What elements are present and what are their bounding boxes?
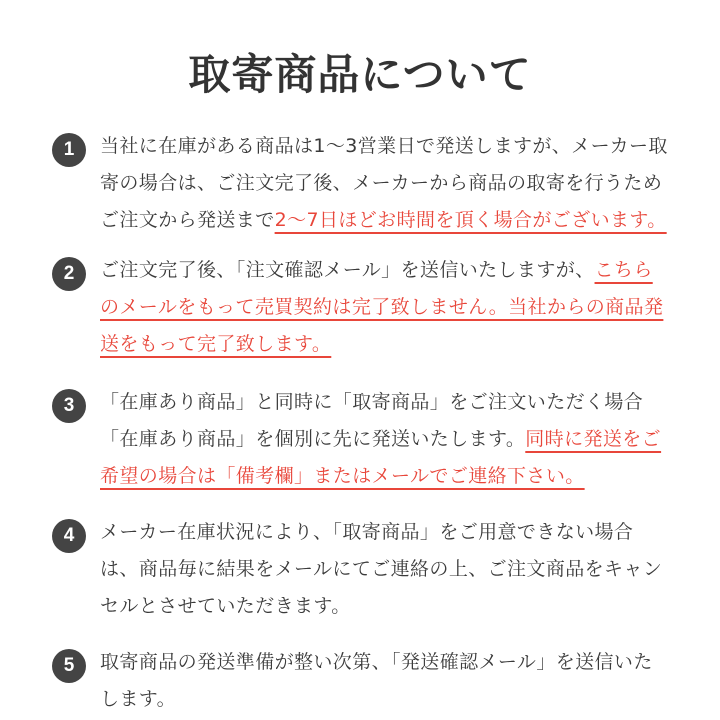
item-body: 当社に在庫がある商品は1〜3営業日で発送しますが、メーカー取寄の場合は、ご注文完了後、メーカーから商品の取寄を行うためご注文から発送まで [100,135,668,231]
list-item-5 [52,644,672,718]
number-badge: 2 [52,257,86,291]
item-body: ご注文完了後、「注文確認メール」を送信いたしますが、 [100,259,595,281]
item-highlight: 2〜7日ほどお時間を頂く場合がございます。 [274,209,667,231]
item-text [100,384,668,495]
item-highlight: こちらのメールをもって売買契約は完了致しません。当社からの商品発送をもって完了致します。 [100,259,664,355]
number-badge: 4 [52,519,86,553]
item-text: メーカー在庫状況により、「取寄商品」をご用意できない場合は、商品毎に結果をメールにてご連絡の上、ご注文商品をキャンセルとさせていただきます。 [100,521,663,617]
number-badge: 5 [52,649,86,683]
number-badge: 3 [52,389,86,423]
list-item-2 [52,252,672,363]
list-item-1 [52,128,672,239]
item-body: 「在庫あり商品」と同時に「取寄商品」をご注文いただく場合「在庫あり商品」を個別に先に発送いたします。 [100,391,644,450]
list-item-4 [52,514,672,625]
item-text [100,128,668,239]
page-title: 取寄商品について [188,50,532,99]
item-highlight: 同時に発送をご希望の場合は「備考欄」またはメールでご連絡下さい。 [100,428,662,487]
item-text [100,252,668,363]
number-badge: 1 [52,133,86,167]
list-item-3 [52,384,672,495]
item-text: 取寄商品の発送準備が整い次第、「発送確認メール」を送信いたします。 [100,651,653,710]
